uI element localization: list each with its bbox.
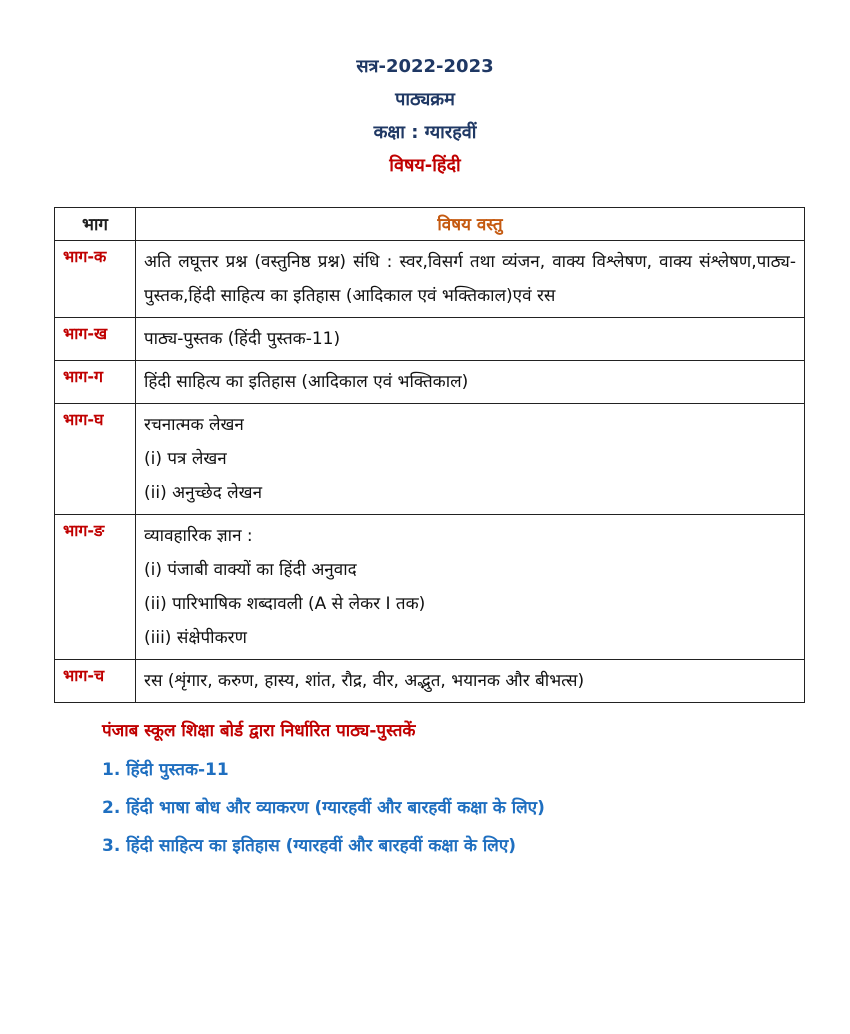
- part-column-header: भाग: [55, 208, 136, 241]
- content-line: हिंदी साहित्य का इतिहास (आदिकाल एवं भक्तिकाल): [144, 372, 469, 392]
- content-line: (ii) पारिभाषिक शब्दावली (A से लेकर I तक): [144, 594, 426, 614]
- part-label: भाग-क: [55, 241, 136, 318]
- part-label: भाग-घ: [55, 404, 136, 515]
- content-column-header: विषय वस्तु: [136, 208, 805, 241]
- book-item: 1. हिंदी पुस्तक-11: [102, 760, 229, 780]
- session-heading: सत्र-2022-2023: [356, 56, 494, 77]
- part-label: भाग-च: [55, 660, 136, 703]
- part-label: भाग-ग: [55, 361, 136, 404]
- content-line: अति लघूत्तर प्रश्न (वस्तुनिष्ठ प्रश्न) संधि : स्वर,विसर्ग तथा व्यंजन, वाक्य विश्लेषण, वाक्य संश्लेषण,पाठ्य-पुस्तक,हिंदी साहित्य का इतिहास (आदिकाल एवं भक्तिकाल)एवं रस: [144, 252, 796, 306]
- class-heading: कक्षा : ग्यारहवीं: [373, 122, 477, 143]
- part-content: [136, 404, 805, 515]
- part-content: [136, 318, 805, 361]
- book-item: 3. हिंदी साहित्य का इतिहास (ग्यारहवीं और बारहवीं कक्षा के लिए): [102, 836, 517, 856]
- table-row: [55, 660, 805, 703]
- table-row: [55, 241, 805, 318]
- part-label: भाग-ङ: [55, 515, 136, 660]
- part-content: [136, 660, 805, 703]
- content-line: (i) पंजाबी वाक्यों का हिंदी अनुवाद: [144, 560, 357, 580]
- table-row: [55, 318, 805, 361]
- content-line: पाठ्य-पुस्तक (हिंदी पुस्तक-11): [144, 329, 341, 349]
- content-line: रचनात्मक लेखन: [144, 415, 244, 435]
- table-row: [55, 404, 805, 515]
- part-content: [136, 361, 805, 404]
- table-header-row: [55, 208, 805, 241]
- content-line: व्यावहारिक ज्ञान :: [144, 526, 253, 546]
- prescribed-books-title: पंजाब स्कूल शिक्षा बोर्ड द्वारा निर्धारित पाठ्य-पुस्तकें: [102, 721, 416, 741]
- content-line: रस (शृंगार, करुण, हास्य, शांत, रौद्र, वीर, अद्भुत, भयानक और बीभत्स): [144, 671, 585, 691]
- book-item: 2. हिंदी भाषा बोध और व्याकरण (ग्यारहवीं और बारहवीं कक्षा के लिए): [102, 798, 545, 818]
- content-line: (iii) संक्षेपीकरण: [144, 628, 247, 648]
- subject-heading: विषय-हिंदी: [389, 155, 461, 176]
- syllabus-table: [54, 207, 805, 703]
- part-content: [136, 515, 805, 660]
- part-label: भाग-ख: [55, 318, 136, 361]
- part-content: [136, 241, 805, 318]
- syllabus-heading: पाठ्यक्रम: [395, 89, 455, 110]
- table-row: [55, 361, 805, 404]
- content-line: (ii) अनुच्छेद लेखन: [144, 483, 263, 503]
- content-line: (i) पत्र लेखन: [144, 449, 227, 469]
- table-row: [55, 515, 805, 660]
